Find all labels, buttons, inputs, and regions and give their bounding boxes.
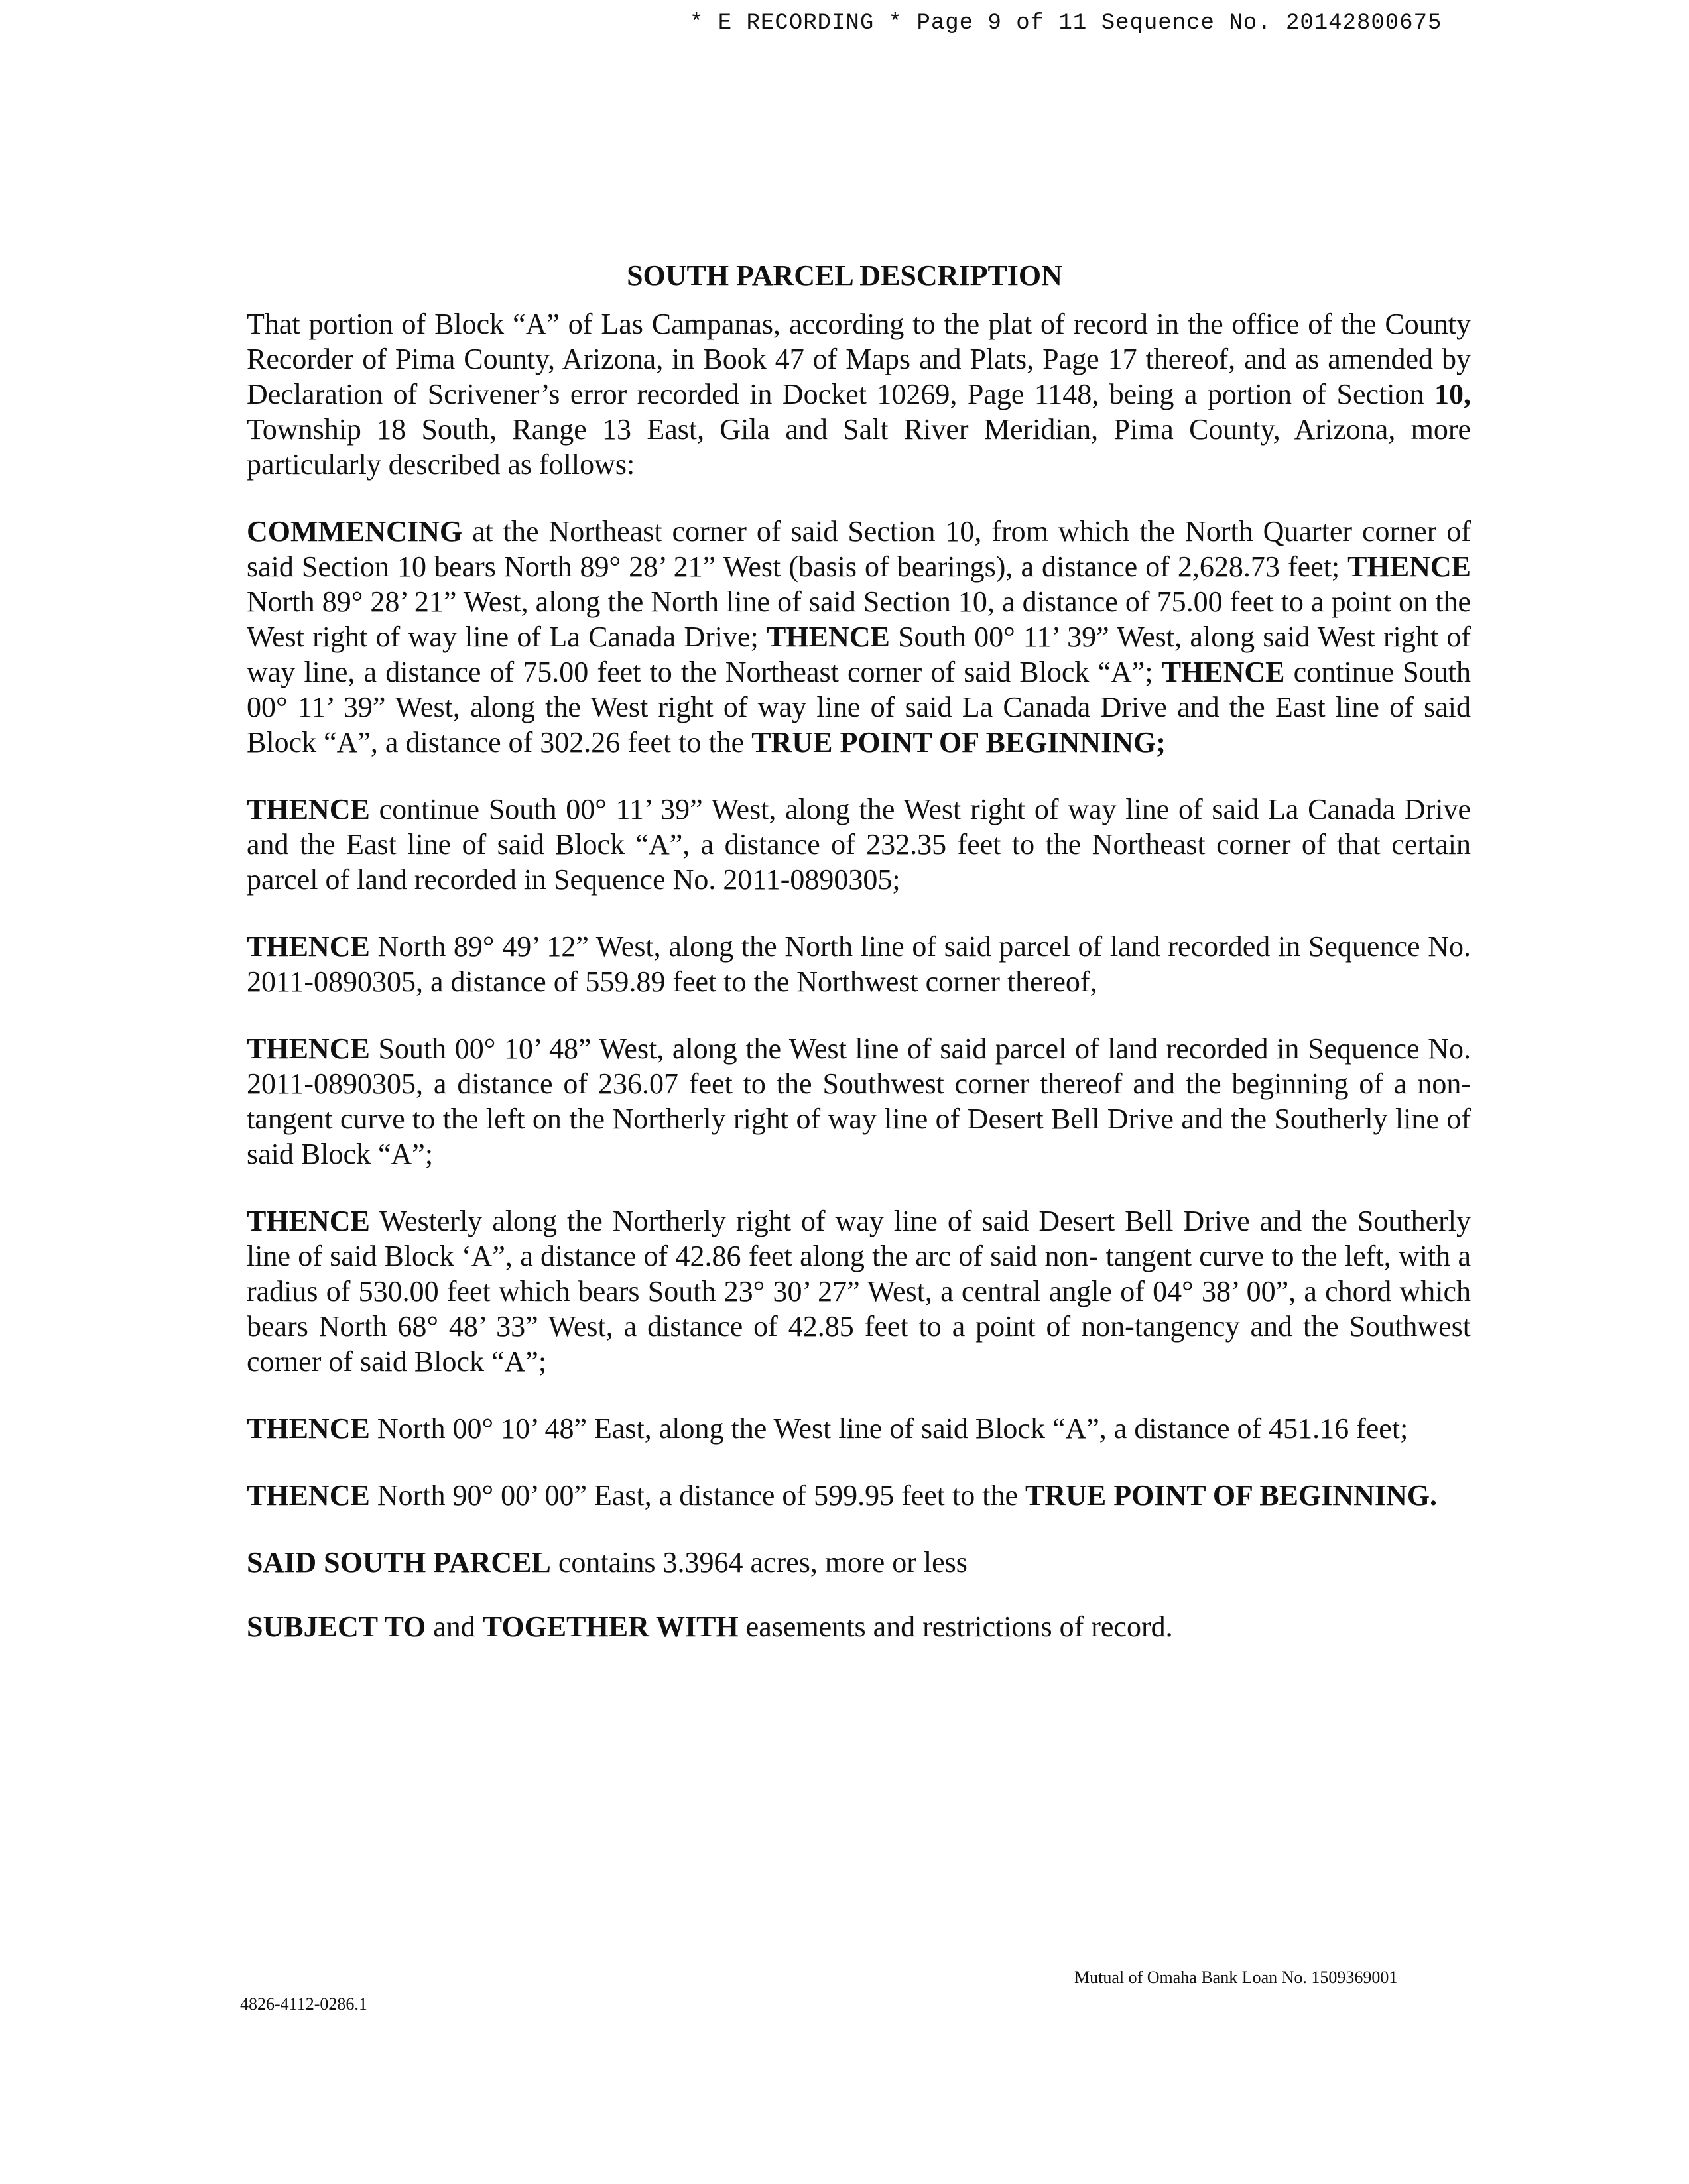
text-segment-bold: THENCE <box>767 621 890 653</box>
text-segment: contains 3.3964 acres, more or less <box>550 1546 968 1579</box>
text-segment-bold: COMMENCING <box>247 515 463 548</box>
text-segment-bold: TRUE POINT OF BEGINNING; <box>751 726 1166 758</box>
text-segment: continue South 00° 11’ 39” West, along the West right of way line of said La Canada Drive and the East line of said Block “A”, a distance of 302.26 feet to the <box>247 656 1471 758</box>
paragraph-course-2 <box>247 929 1471 999</box>
text-segment: Township 18 South, Range 13 East, Gila and Salt River Meridian, Pima County, Arizona, more particularly described as follows: <box>247 413 1471 481</box>
paragraph-intro <box>247 306 1471 482</box>
paragraph-commencing <box>247 514 1471 760</box>
text-segment: at the Northeast corner of said Section 10, from which the North Quarter corner of said Section 10 bears North 89° 28’ 21” West (basis of bearings), a distance of 2,628.73 feet; <box>247 515 1471 583</box>
text-segment: North 90° 00’ 00” East, a distance of 599.95 feet to the <box>369 1479 1026 1512</box>
text-segment-bold: THENCE <box>1161 656 1285 688</box>
text-segment-bold: THENCE <box>247 793 370 825</box>
paragraph-course-5 <box>247 1411 1471 1446</box>
text-segment-bold: THENCE <box>247 1032 370 1065</box>
text-segment-bold: THENCE <box>1347 550 1471 583</box>
text-segment-bold: THENCE <box>247 1479 370 1512</box>
text-segment: South 00° 11’ 39” West, along said West right of way line, a distance of 75.00 feet to the Northeast corner of said Block “A”; <box>247 621 1471 688</box>
text-segment: easements and restrictions of record. <box>738 1610 1173 1643</box>
paragraph-course-3 <box>247 1031 1471 1172</box>
text-segment: North 89° 28’ 21” West, along the North line of said Section 10, a distance of 75.00 feet to a point on the West right of way line of La Canada Drive; <box>247 585 1471 653</box>
document-title: SOUTH PARCEL DESCRIPTION <box>627 259 1062 292</box>
text-segment: and <box>426 1610 483 1643</box>
paragraph-easements <box>247 1609 1471 1644</box>
recording-stamp: * E RECORDING * Page 9 of 11 Sequence No. 20142800675 <box>690 11 1442 36</box>
paragraph-course-4 <box>247 1203 1471 1379</box>
text-segment-bold: THENCE <box>247 930 370 963</box>
parcel-description-body <box>247 306 1471 1676</box>
text-segment: North 89° 49’ 12” West, along the North line of said parcel of land recorded in Sequence No. 2011-0890305, a distance of 559.89 feet to the Northwest corner thereof, <box>247 930 1471 998</box>
loan-reference: Mutual of Omaha Bank Loan No. 1509369001 <box>1074 1968 1398 1987</box>
text-segment-bold: THENCE <box>247 1412 370 1445</box>
text-segment-bold: 10, <box>1434 378 1471 410</box>
paragraph-course-6 <box>247 1478 1471 1513</box>
text-segment: continue South 00° 11’ 39” West, along the West right of way line of said La Canada Drive and the East line of said Block “A”, a distance of 232.35 feet to the Northeast corner of that certain parcel of land recorded in Sequence No. 2011-0890305; <box>247 793 1471 896</box>
text-segment-bold: SAID SOUTH PARCEL <box>247 1546 551 1579</box>
text-segment: North 00° 10’ 48” East, along the West line of said Block “A”, a distance of 451.16 feet; <box>369 1412 1408 1445</box>
text-segment: South 00° 10’ 48” West, along the West line of said parcel of land recorded in Sequence No. 2011-0890305, a distance of 236.07 feet to the Southwest corner thereof and the beginning of a non-tangent curve to the left on the Northerly right of way line of Desert Bell Drive and the Southerly line of said Block “A”; <box>247 1032 1471 1170</box>
paragraph-course-1 <box>247 792 1471 897</box>
paragraph-acreage <box>247 1545 1471 1580</box>
text-segment-bold: THENCE <box>247 1205 370 1237</box>
text-segment-bold: TOGETHER WITH <box>482 1610 739 1643</box>
text-segment: Westerly along the Northerly right of way line of said Desert Bell Drive and the Southerly line of said Block ‘A”, a distance of 42.86 feet along the arc of said non- tangent curve to the left, with a radius of 530.00 feet which bears South 23° 30’ 27” West, a central angle of 04° 38’ 00”, a chord which bears North 68° 48’ 33” West, a distance of 42.85 feet to a point of non-tangency and the Southwest corner of said Block “A”; <box>247 1205 1471 1378</box>
document-number: 4826-4112-0286.1 <box>240 1994 367 2014</box>
text-segment: That portion of Block “A” of Las Campanas, according to the plat of record in the office of the County Recorder of Pima County, Arizona, in Book 47 of Maps and Plats, Page 17 thereof, and as amended by Declaration of Scrivener’s error recorded in Docket 10269, Page 1148, being a portion of Section <box>247 308 1471 410</box>
text-segment-bold: TRUE POINT OF BEGINNING. <box>1025 1479 1437 1512</box>
text-segment-bold: SUBJECT TO <box>247 1610 426 1643</box>
